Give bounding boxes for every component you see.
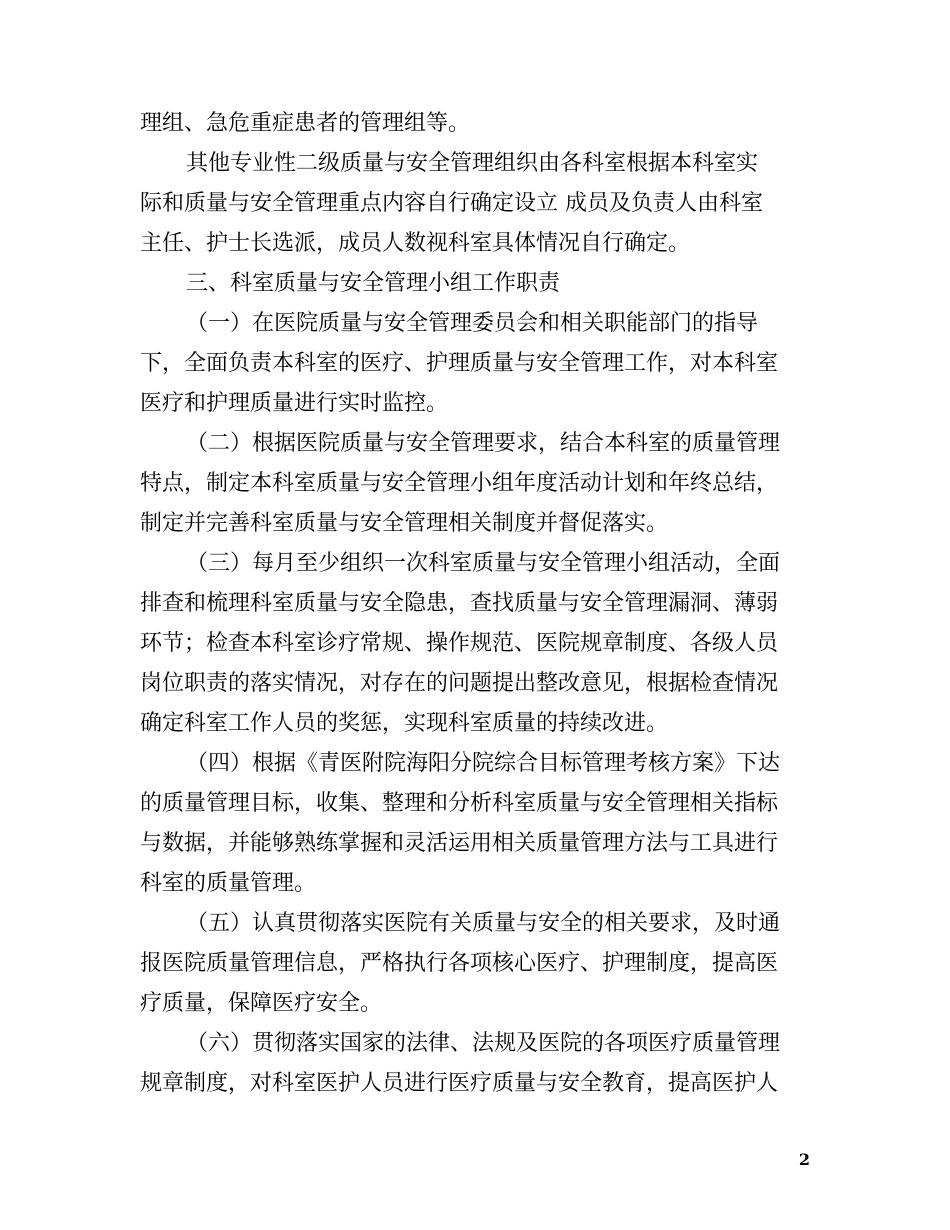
paragraph-start-line: （二）根据医院质量与安全管理要求，结合本科室的质量管理 <box>186 431 781 456</box>
section-heading: 三、科室质量与安全管理小组工作职责 <box>186 271 561 296</box>
paragraph-start-line: 其他专业性二级质量与安全管理组织由各科室根据本科室实 <box>186 151 759 176</box>
text-line: 特点，制定本科室质量与安全管理小组年度活动计划和年终总结， <box>140 471 779 496</box>
text-line: 的质量管理目标，收集、整理和分析科室质量与安全管理相关指标 <box>140 791 779 816</box>
text-line: 科室的质量管理。 <box>140 871 317 896</box>
page-number: 2 <box>798 1150 810 1169</box>
text-line: 确定科室工作人员的奖惩，实现科室质量的持续改进。 <box>140 711 669 736</box>
text-line: 环节；检查本科室诊疗常规、操作规范、医院规章制度、各级人员 <box>140 631 779 656</box>
text-line: 报医院质量管理信息，严格执行各项核心医疗、护理制度，提高医 <box>140 951 779 976</box>
paragraph-start-line: （一）在医院质量与安全管理委员会和相关职能部门的指导 <box>186 311 759 336</box>
text-line: 与数据，并能够熟练掌握和灵活运用相关质量管理方法与工具进行 <box>140 831 779 856</box>
paragraph-start-line: （六）贯彻落实国家的法律、法规及医院的各项医疗质量管理 <box>186 1031 781 1056</box>
text-line: 际和质量与安全管理重点内容自行确定设立 成员及负责人由科室 <box>140 191 763 216</box>
text-line: 疗质量，保障医疗安全。 <box>140 991 383 1016</box>
text-line: 规章制度，对科室医护人员进行医疗质量与安全教育，提高医护人 <box>140 1071 779 1096</box>
text-line: 制定并完善科室质量与安全管理相关制度并督促落实。 <box>140 511 669 536</box>
text-line: 主任、护士长选派，成员人数视科室具体情况自行确定。 <box>140 231 691 256</box>
paragraph-start-line: （三）每月至少组织一次科室质量与安全管理小组活动，全面 <box>186 551 781 576</box>
text-line: 岗位职责的落实情况，对存在的问题提出整改意见，根据检查情况 <box>140 671 779 696</box>
text-line: 医疗和护理质量进行实时监控。 <box>140 391 449 416</box>
text-line: 排查和梳理科室质量与安全隐患，查找质量与安全管理漏洞、薄弱 <box>140 591 779 616</box>
text-line: 下，全面负责本科室的医疗、护理质量与安全管理工作，对本科室 <box>140 351 779 376</box>
paragraph-start-line: （五）认真贯彻落实医院有关质量与安全的相关要求，及时通 <box>186 911 781 936</box>
paragraph-start-line: （四）根据《青医附院海阳分院综合目标管理考核方案》下达 <box>186 751 781 776</box>
text-line: 理组、急危重症患者的管理组等。 <box>140 111 471 136</box>
